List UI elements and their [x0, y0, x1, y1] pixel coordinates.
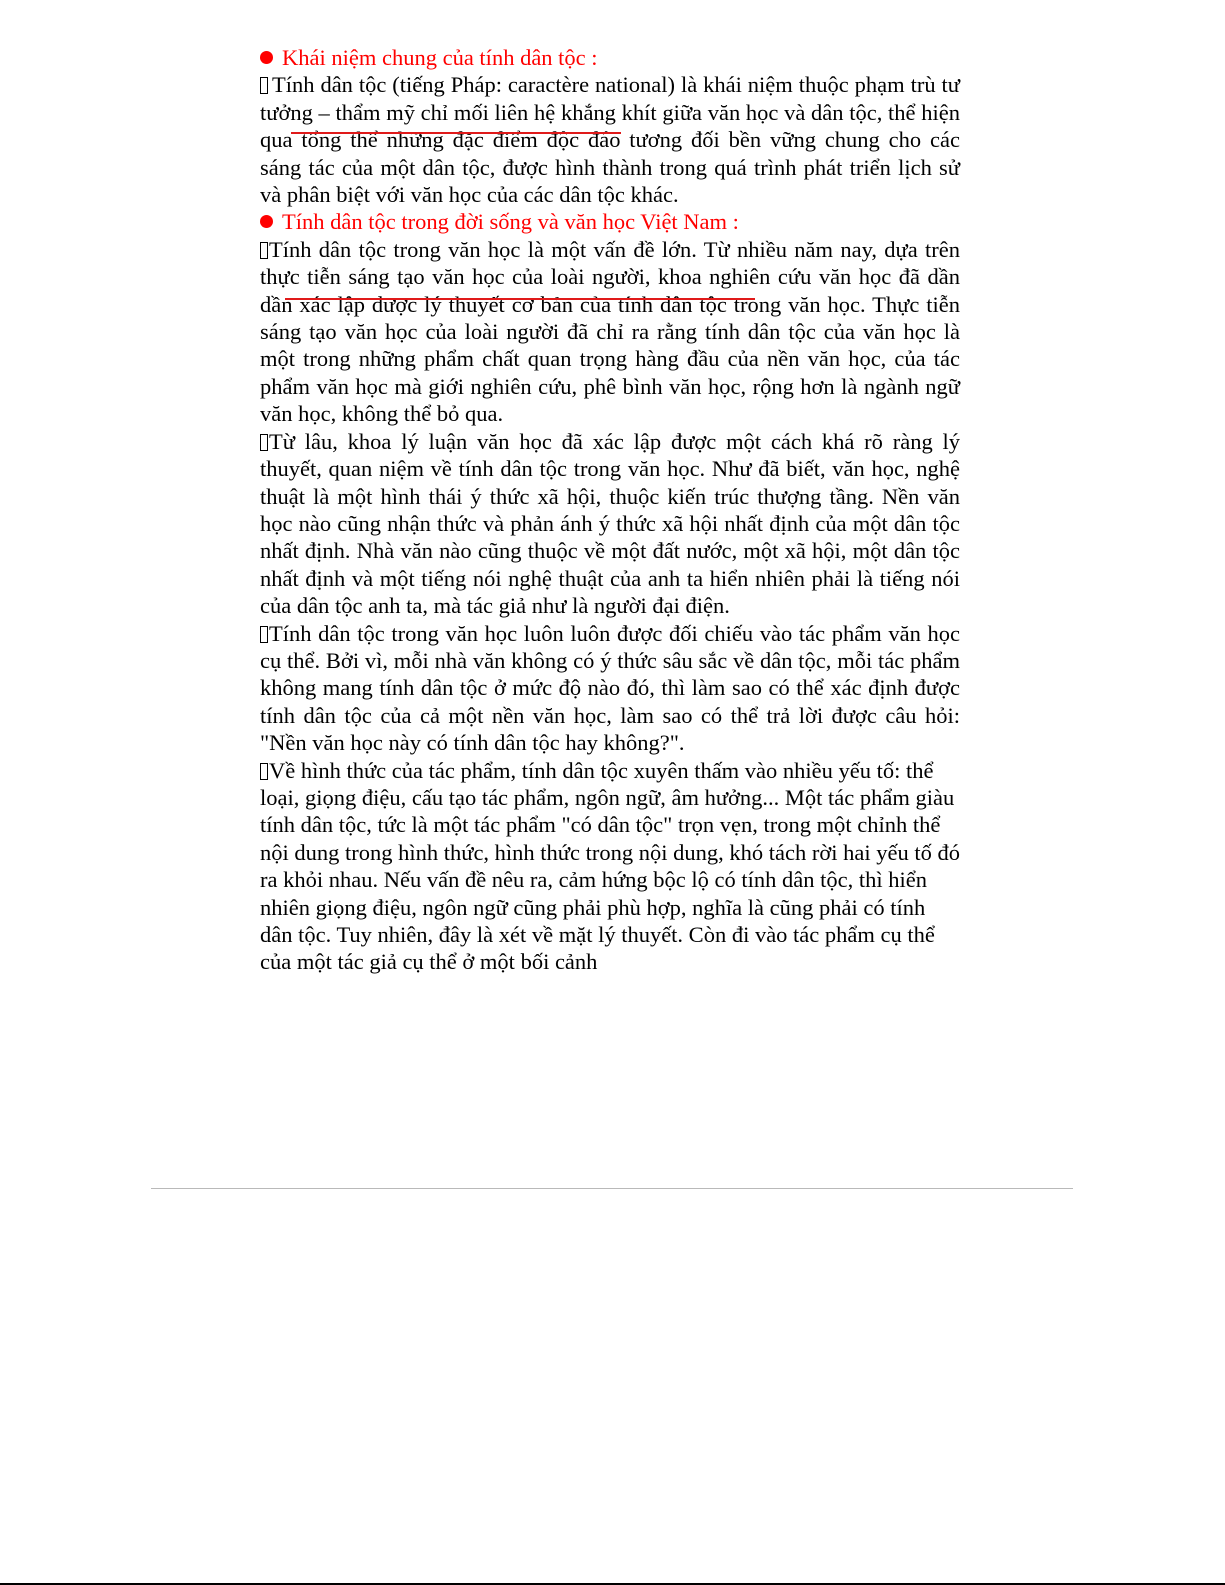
- paragraph: [260, 757, 960, 976]
- bullet-icon: [260, 215, 273, 228]
- section-heading: [260, 208, 960, 235]
- paragraph-text: Tính dân tộc trong văn học là một vấn đề lớn. Từ nhiều năm nay, dựa trên thực tiễn sáng tạo văn học của loài người, khoa nghiên cứu văn học đã dần dần xác lập được lý thuyết cơ bản của tính dân tộc trong văn học. Thực tiễn sáng tạo văn học của loài người đã chỉ ra rằng tính dân tộc của văn học là một trong những phẩm chất quan trọng hàng đầu của nền văn học, của tác phẩm văn học mà giới nghiên cứu, phê bình văn học, rộng hơn là ngành ngữ văn học, không thể bỏ qua.: [260, 236, 960, 427]
- heading-text: Tính dân tộc trong đời sống và văn học Việt Nam :: [282, 209, 739, 235]
- heading-text: Khái niệm chung của tính dân tộc :: [282, 45, 598, 70]
- missing-glyph-icon: [260, 434, 268, 451]
- paragraph: [260, 236, 960, 428]
- annotation-underline: [285, 298, 755, 300]
- paragraph-text: Về hình thức của tác phẩm, tính dân tộc xuyên thấm vào nhiều yếu tố: thể loại, giọng điệu, cấu tạo tác phẩm, ngôn ngữ, âm hưởng... Một tác phẩm giàu tính dân tộc, tức là một tác phẩm "có dân tộc" trọn vẹn, trong một chỉnh thể nội dung trong hình thức, hình thức trong nội dung, khó tách rời hai yếu tố đó ra khỏi nhau. Nếu vấn đề nêu ra, cảm hứng bộc lộ có tính dân tộc, thì hiển nhiên giọng điệu, ngôn ngữ cũng phải phù hợp, nghĩa là cũng phải có tính dân tộc. Tuy nhiên, đây là xét về mặt lý thuyết. Còn đi vào tác phẩm cụ thể của một tác giả cụ thể ở một bối cảnh: [260, 757, 960, 975]
- missing-glyph-icon: [260, 626, 268, 643]
- paragraph: [260, 71, 960, 208]
- page-divider: [151, 1188, 1073, 1189]
- paragraph: [260, 428, 960, 620]
- annotation-underline: [291, 132, 621, 134]
- paragraph-text: Tính dân tộc trong văn học luôn luôn được đối chiếu vào tác phẩm văn học cụ thể. Bởi vì, mỗi nhà văn không có ý thức sâu sắc về dân tộc, mỗi tác phẩm không mang tính dân tộc ở mức độ nào đó, thì làm sao có thể xác định được tính dân tộc của cả một nền văn học, làm sao có thể trả lời được câu hỏi: "Nền văn học này có tính dân tộc hay không?".: [260, 620, 960, 756]
- paragraph-text: Từ lâu, khoa lý luận văn học đã xác lập được một cách khá rõ ràng lý thuyết, quan niệm về tính dân tộc trong văn học. Như đã biết, văn học, nghệ thuật là một hình thái ý thức xã hội, thuộc kiến trúc thượng tầng. Nền văn học nào cũng nhận thức và phản ánh ý thức xã hội nhất định của một dân tộc nhất định. Nhà văn nào cũng thuộc về một đất nước, một xã hội, một dân tộc nhất định và một tiếng nói nghệ thuật của anh ta hiển nhiên phải là tiếng nói của dân tộc anh ta, mà tác giả như là người đại điện.: [260, 428, 960, 619]
- paragraph: [260, 620, 960, 757]
- missing-glyph-icon: [260, 763, 268, 780]
- missing-glyph-icon: [260, 242, 268, 259]
- missing-glyph-icon: [260, 77, 268, 94]
- paragraph-text: Tính dân tộc (tiếng Pháp: caractère national) là khái niệm thuộc phạm trù tư tưởng – thẩm mỹ chỉ mối liên hệ khắng khít giữa văn học và dân tộc, thể hiện qua tổng thể những đặc điểm độc đáo tương đối bền vững chung cho các sáng tác của một dân tộc, được hình thành trong quá trình phát triển lịch sử và phân biệt với văn học của các dân tộc khác.: [260, 72, 960, 208]
- section-heading: [260, 44, 960, 71]
- document-body: [260, 44, 960, 976]
- bullet-icon: [260, 51, 273, 64]
